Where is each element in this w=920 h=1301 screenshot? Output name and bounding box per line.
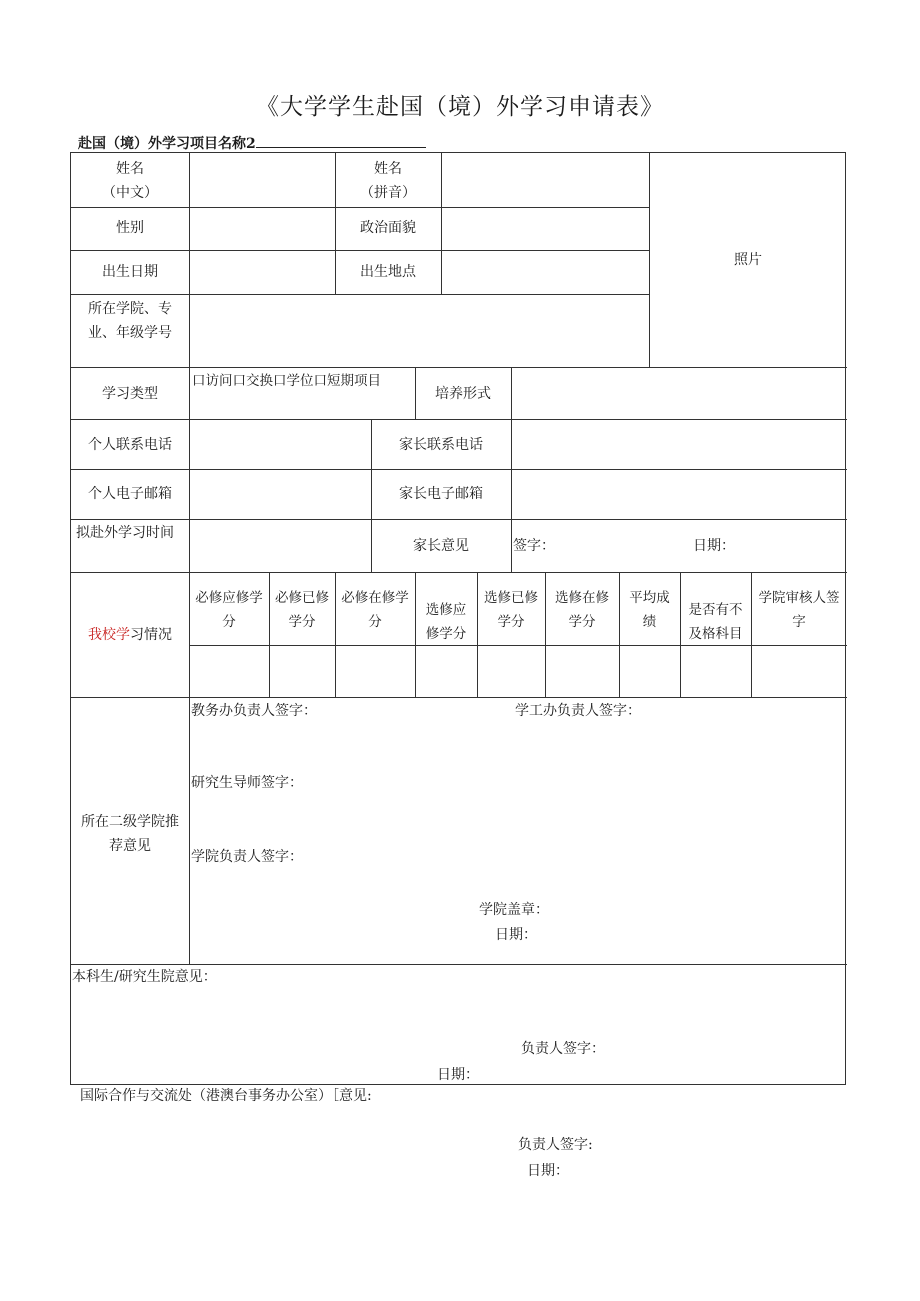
- intl-office-date[interactable]: 日期：: [527, 1163, 569, 1179]
- study-value-cell[interactable]: [190, 646, 269, 696]
- project-name-label: 赴国（境）外学习项目名称2: [78, 136, 256, 152]
- study-value-cell[interactable]: [478, 646, 545, 696]
- birth-place-label: 出生地点: [360, 264, 416, 280]
- application-form-table: [70, 152, 846, 1085]
- parent-email-input[interactable]: [512, 470, 846, 518]
- study-situation-label-school: 我校学: [88, 627, 130, 643]
- politics-label: 政治面貌: [360, 220, 416, 236]
- header-elective-credits: 选修应 修学分: [425, 602, 467, 642]
- study-value-cell[interactable]: [752, 646, 846, 696]
- parent-phone-label: 家长联系电话: [399, 437, 483, 453]
- parent-phone-input[interactable]: [512, 420, 846, 468]
- birth-date-label: 出生日期: [102, 264, 158, 280]
- name-cn-label: 姓名 （中文）: [102, 161, 158, 201]
- email-label: 个人电子邮箱: [88, 486, 172, 502]
- phone-input[interactable]: [190, 420, 370, 468]
- phone-label: 个人联系电话: [88, 437, 172, 453]
- parent-opinion-label: 家长意见: [413, 538, 469, 554]
- academic-office-sign[interactable]: 教务办负责人签字：: [191, 703, 317, 719]
- intl-office-sign[interactable]: 负责人签字:: [518, 1137, 593, 1153]
- header-required-completed: 必修已修 学分: [275, 590, 329, 630]
- birth-date-input[interactable]: [190, 251, 334, 293]
- intl-office-opinion-label: 国际合作与交流处（港澳台事务办公室）［意见:: [80, 1088, 372, 1104]
- advisor-sign[interactable]: 研究生导师签字：: [191, 775, 303, 791]
- college-recommend-label: 所在二级学院推 荐意见: [81, 814, 179, 854]
- birth-place-input[interactable]: [442, 251, 648, 293]
- training-form-input[interactable]: [512, 368, 846, 418]
- gender-label: 性别: [116, 220, 144, 236]
- header-elective-completed: 选修已修 学分: [484, 590, 538, 630]
- row-divider: [71, 572, 847, 573]
- header-required-in-progress: 必修在修学 分: [341, 590, 409, 630]
- header-gpa: 平均成 绩: [629, 590, 670, 630]
- college-major-input[interactable]: [190, 295, 648, 366]
- header-elective-in-progress: 选修在修 学分: [555, 590, 609, 630]
- study-value-cell[interactable]: [270, 646, 335, 696]
- dean-sign[interactable]: 学院负责人签字：: [191, 849, 303, 865]
- college-seal[interactable]: 学院盖章：: [479, 902, 549, 918]
- project-name-underline[interactable]: [256, 133, 426, 148]
- study-type-options[interactable]: 口访问口交换口学位口短期项目: [192, 373, 381, 389]
- grad-school-date[interactable]: 日期：: [437, 1067, 479, 1083]
- header-reviewer-sign: 学院审核人签 字: [758, 590, 840, 630]
- header-required-credits: 必修应修学 分: [195, 590, 263, 630]
- study-value-cell[interactable]: [336, 646, 415, 696]
- row-divider: [71, 697, 847, 698]
- planned-time-input[interactable]: [190, 520, 370, 571]
- study-type-label: 学习类型: [102, 386, 158, 402]
- study-situation-label: [71, 623, 189, 647]
- student-affairs-sign[interactable]: 学工办负责人签字：: [515, 703, 641, 719]
- photo-box[interactable]: 照片: [734, 252, 762, 268]
- study-value-cell[interactable]: [620, 646, 680, 696]
- training-form-label: 培养形式: [435, 386, 491, 402]
- planned-time-label: 拟赴外学习时间: [76, 525, 174, 541]
- grad-school-sign[interactable]: 负责人签字：: [521, 1041, 605, 1057]
- row-divider: [71, 519, 847, 520]
- name-pinyin-label: 姓名 （拼音）: [360, 161, 416, 201]
- header-failed-courses: 是否有不 及格科目: [688, 602, 743, 642]
- study-situation-label-rest: 习情况: [130, 627, 172, 643]
- study-value-cell[interactable]: [546, 646, 619, 696]
- name-cn-input[interactable]: [190, 154, 334, 206]
- parent-sign-label[interactable]: 签字：: [513, 538, 555, 554]
- form-title: 《大学学生赴国（境）外学习申请表》: [256, 94, 664, 120]
- gender-input[interactable]: [190, 208, 334, 249]
- study-value-cell[interactable]: [416, 646, 477, 696]
- project-name-field[interactable]: [78, 133, 426, 153]
- name-pinyin-input[interactable]: [442, 154, 648, 206]
- college-date[interactable]: 日期：: [495, 927, 537, 943]
- parent-email-label: 家长电子邮箱: [399, 486, 483, 502]
- grad-school-opinion-label: 本科生/研究生院意见：: [72, 969, 217, 985]
- study-value-cell[interactable]: [681, 646, 751, 696]
- politics-input[interactable]: [442, 208, 648, 249]
- email-input[interactable]: [190, 470, 370, 518]
- parent-date-label[interactable]: 日期：: [693, 538, 735, 554]
- college-major-label: 所在学院、专 业、年级学号: [88, 301, 172, 341]
